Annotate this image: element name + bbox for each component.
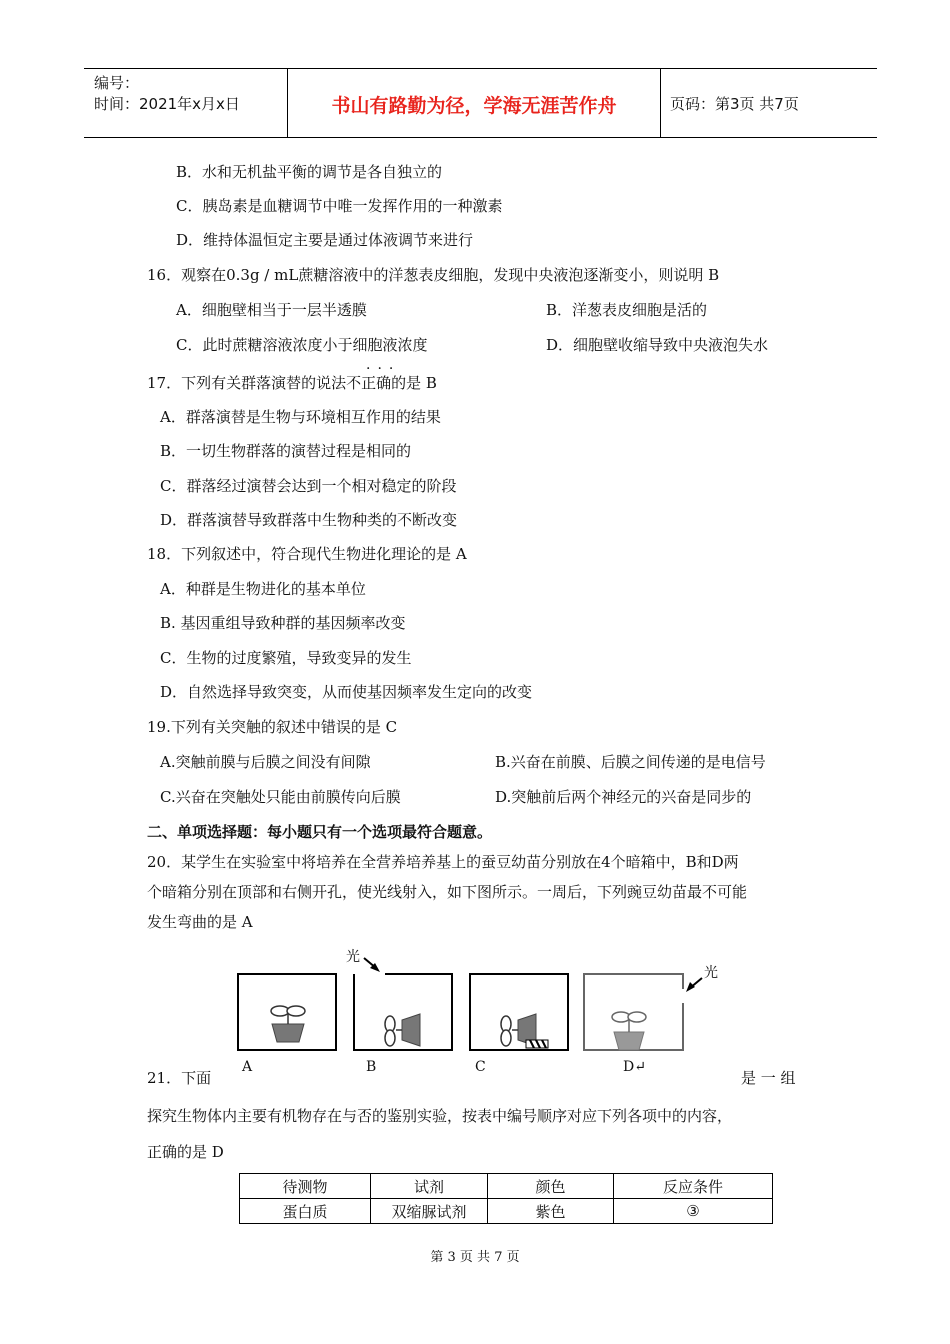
q17-stem: 17．下列有关群落演替的说法不正确的是 B [147,374,437,392]
box-label-d: D↵ [623,1059,646,1075]
q16-option-c: C．此时蔗糖溶液浓度小于细胞液浓度 [176,336,428,354]
q21-stem-end: 是 一 组 [741,1069,796,1087]
q18-stem: 18．下列叙述中，符合现代生物进化理论的是 A [147,545,467,563]
header-page-number: 页码：第3页 共7页 [670,95,799,113]
q19-stem: 19.下列有关突触的叙述中错误的是 C [147,718,398,736]
q18-option-c: C．生物的过度繁殖，导致变异的发生 [160,649,412,667]
table-header-cell: 待测物 [240,1174,371,1199]
reagent-table [239,1173,773,1224]
header-time: 时间：2021年x月x日 [94,95,240,113]
q20-stem-line2: 个暗箱分别在顶部和右侧开孔，使光线射入，如下图所示。一周后，下列豌豆幼苗最不可能 [147,883,748,901]
seedling-a [271,1006,305,1042]
q16-stem: 16．观察在0.3g / mL蔗糖溶液中的洋葱表皮细胞，发现中央液泡逐渐变小，则说明 B [147,266,720,284]
q20-stem-line3: 发生弯曲的是 A [147,913,253,931]
emphasis-dots: ··· [366,361,401,377]
section-heading: 二、单项选择题：每小题只有一个选项最符合题意。 [147,823,493,841]
header-divider [660,69,661,137]
table-header-cell: 反应条件 [614,1174,773,1199]
q18-option-d: D．自然选择导致突变，从而使基因频率发生定向的改变 [160,683,533,701]
table-cell: 双缩脲试剂 [371,1199,488,1224]
seedling-c [501,1014,548,1048]
box-d-opening [682,989,686,1003]
q18-option-b: B. 基因重组导致种群的基因频率改变 [160,614,406,632]
q17-option-c: C．群落经过演替会达到一个相对稳定的阶段 [160,477,457,495]
box-label-b: B [366,1059,377,1075]
seedling-d [612,1012,646,1050]
q15-option-c: C．胰岛素是血糖调节中唯一发挥作用的一种激素 [176,197,503,215]
q18-option-a: A．种群是生物进化的基本单位 [160,580,366,598]
table-cell: ③ [614,1199,773,1224]
page-footer: 第 3 页 共 7 页 [430,1250,520,1265]
table-header-row [240,1174,773,1199]
q17-option-d: D．群落演替导致群落中生物种类的不断改变 [160,511,458,529]
header-motto: 书山有路勤为径，学海无涯苦作舟 [331,95,617,117]
table-header-cell: 颜色 [488,1174,614,1199]
header-number: 编号： [94,74,140,92]
q19-option-d: D.突触前后两个神经元的兴奋是同步的 [495,788,752,806]
q21-stem-start: 21．下面 [147,1069,212,1087]
light-label-d: 光 [704,965,718,981]
q15-option-d: D．维持体温恒定主要是通过体液调节来进行 [176,231,474,249]
q19-option-c: C.兴奋在突触处只能由前膜传向后膜 [160,788,401,806]
q15-option-b: B．水和无机盐平衡的调节是各自独立的 [176,163,443,181]
box-label-c: C [475,1059,486,1075]
q17-option-b: B．一切生物群落的演替过程是相同的 [160,442,412,460]
table-row [240,1199,773,1224]
table-cell: 蛋白质 [240,1199,371,1224]
page-header [84,68,877,138]
table-cell: 紫色 [488,1199,614,1224]
table-header-cell: 试剂 [371,1174,488,1199]
header-meta [94,73,240,115]
seedling-b [385,1014,420,1046]
q16-option-d: D．细胞壁收缩导致中央液泡失水 [546,336,769,354]
light-label-b: 光 [346,949,360,965]
q19-option-a: A.突触前膜与后膜之间没有间隙 [160,753,371,771]
q19-option-b: B.兴奋在前膜、后膜之间传递的是电信号 [495,753,766,771]
q16-option-a: A．细胞壁相当于一层半透膜 [176,301,367,319]
q16-option-b: B．洋葱表皮细胞是活的 [546,301,708,319]
box-label-a: A [242,1059,253,1075]
q21-stem-line3: 正确的是 D [147,1143,224,1161]
q17-option-a: A．群落演替是生物与环境相互作用的结果 [160,408,441,426]
q21-stem-line2: 探究生物体内主要有机物存在与否的鉴别实验，按表中编号顺序对应下列各项中的内容， [147,1107,733,1125]
seedling-figure [230,940,730,1080]
q20-stem-line1: 20．某学生在实验室中将培养在全营养培养基上的蚕豆幼苗分别放在4个暗箱中，B和D两 [147,853,739,871]
